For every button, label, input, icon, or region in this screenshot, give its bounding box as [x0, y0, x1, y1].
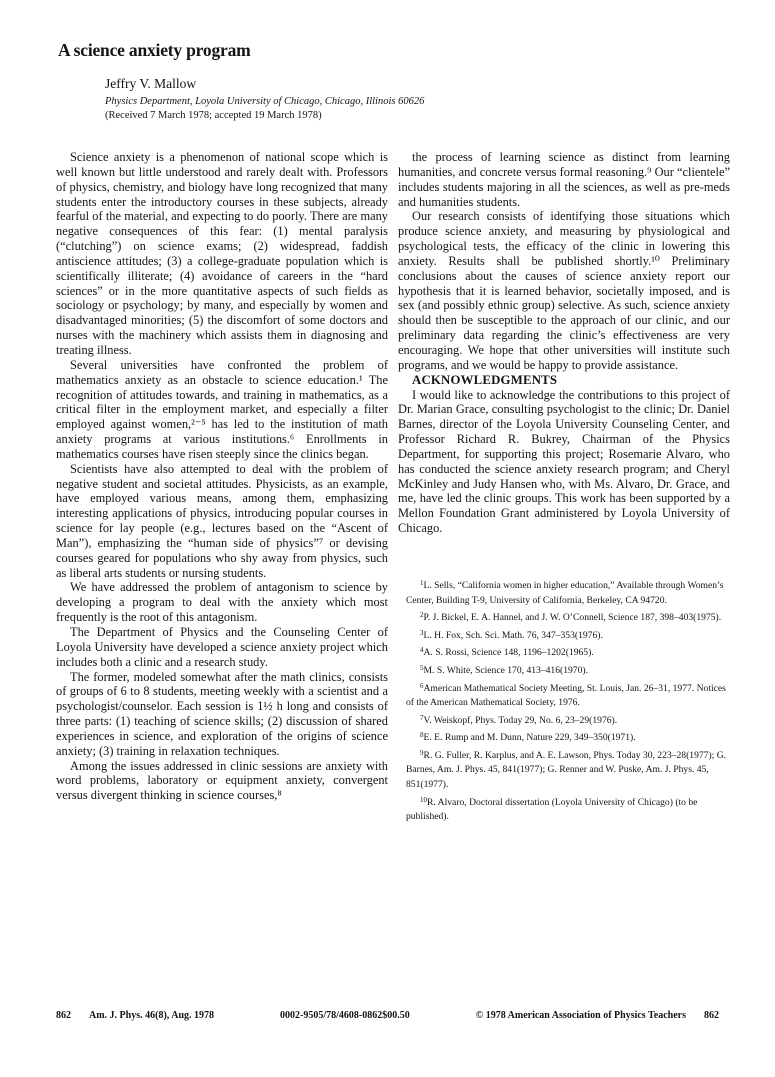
- footer-left-group: [56, 1010, 214, 1021]
- body-paragraph: Among the issues addressed in clinic sessions are anxiety with word problems, laboratory or equipment anxiety, convergent versus divergent thinking in science courses,⁸: [56, 758, 388, 803]
- reference-number: 1: [420, 578, 424, 587]
- reference-text: L. H. Fox, Sch. Sci. Math. 76, 347–353(1976).: [423, 629, 603, 641]
- reference-number: 5: [420, 663, 424, 672]
- body-paragraph: Science anxiety is a phenomenon of national scope which is well known but little understood and rarely dealt with. Professors of physics, chemistry, and biology have long recognized that many students enter the introductory courses in these subjects, already fearful of the material, and expecting to do poorly. There are many negative consequences of this fear: (1) mental paralysis (“clutching”) on science exams; (2) widespread, faddish antiscience attitudes; (3) a college-graduate population which is scientifically illiterate; (4) avoidance of careers in the “hard sciences” or in the more quantitative aspects of such fields as sociology or psychology; by many, and especially by women and disadvantaged minorities; (5) the discomfort of some doctors and nurses with the machinery which assists them in diagnosing and treating illness.: [56, 150, 388, 357]
- reference-number: 10: [420, 795, 427, 804]
- received-dates: (Received 7 March 1978; accepted 19 March 1978): [105, 110, 322, 121]
- left-column: [56, 150, 388, 803]
- reference-text: M. S. White, Science 170, 413–416(1970).: [423, 664, 588, 676]
- reference-text: E. E. Rump and M. Dunn, Nature 229, 349–350(1971).: [423, 732, 636, 744]
- reference-number: 7: [420, 713, 424, 722]
- reference-text: P. J. Bickel, E. A. Hannel, and J. W. O’Connell, Science 187, 398–403(1975).: [423, 612, 722, 624]
- acknowledgments-heading: ACKNOWLEDGMENTS: [412, 372, 558, 387]
- body-paragraph: the process of learning science as distinct from learning humanities, and concrete versus formal reasoning.⁹ Our “clientele” includes students majoring in all the sciences, as well as pre-meds and humanities students.: [398, 150, 730, 209]
- right-column: [398, 150, 730, 825]
- reference-item: [398, 793, 730, 825]
- references-list: [398, 576, 730, 825]
- body-paragraph: Scientists have also attempted to deal with the problem of negative student and societal attitudes. Physicists, as an example, have employed various means, among them, emphasizing interesting applications of physics, introducing popular courses in science for lay people (e.g., lectures based on the “Ascent of Man”), emphasizing the “human side of physics”⁷ or devising courses geared for populations who shy away from physics, such as liberal arts students or nursing students.: [56, 461, 388, 580]
- page-footer: [56, 1010, 719, 1021]
- copyright-notice: © 1978 American Association of Physics Teachers: [475, 1010, 686, 1021]
- reference-item: [398, 661, 730, 679]
- reference-text: R. Alvaro, Doctoral dissertation (Loyola University of Chicago) (to be published).: [406, 796, 698, 823]
- reference-number: 2: [420, 611, 424, 620]
- body-paragraph: Our research consists of identifying those situations which produce science anxiety, and measuring by physiological and psychological tests, the efficacy of the clinic in lowering this anxiety. Results shall be published shortly.¹⁰ Preliminary conclusions about the causes of science anxiety report our hypothesis that it is learned behavior, societally imposed, and is sex (and possibly ethnic group) selective. As such, science anxiety should then be susceptible to the approach of our clinic, and our preliminary data regarding the clinic’s effectiveness are very encouraging. We hope that other universities will institute such programs, and we would be happy to provide assistance.: [398, 209, 730, 372]
- reference-item: [398, 728, 730, 746]
- reference-number: 3: [420, 628, 424, 637]
- reference-item: [398, 626, 730, 644]
- reference-text: L. Sells, “California women in higher education,” Available through Women’s Center, Building T-9, University of California, Berkeley, CA 94720.: [406, 579, 724, 606]
- footer-right-group: [476, 1010, 719, 1021]
- reference-text: R. G. Fuller, R. Karplus, and A. E. Lawson, Phys. Today 30, 223–28(1977); G. Barnes, Am. J. Phys. 45, 841(1977); G. Renner and W. Puske, Am. J. Phys. 45, 851(1977).: [406, 749, 727, 791]
- reference-text: A. S. Rossi, Science 148, 1196–1202(1965).: [423, 647, 594, 659]
- reference-text: V. Weiskopf, Phys. Today 29, No. 6, 23–29(1976).: [423, 714, 618, 726]
- author-affiliation: Physics Department, Loyola University of Chicago, Chicago, Illinois 60626: [105, 96, 425, 107]
- body-paragraph: The Department of Physics and the Counseling Center of Loyola University have developed a science anxiety project which includes both a clinic and a research study.: [56, 625, 388, 669]
- body-paragraph: We have addressed the problem of antagonism to science by developing a program to deal with the anxiety which most frequently is the root of this antagonism.: [56, 580, 388, 625]
- article-code: 0002-9505/78/4608-0862$00.50: [280, 1010, 410, 1021]
- author-name: Jeffry V. Mallow: [105, 76, 197, 91]
- reference-number: 6: [420, 681, 424, 690]
- page-number-right: 862: [703, 1010, 719, 1021]
- reference-number: 8: [420, 731, 424, 740]
- reference-item: [398, 608, 730, 626]
- reference-number: 4: [420, 646, 424, 655]
- reference-item: [398, 711, 730, 729]
- reference-item: [398, 643, 730, 661]
- page-number-left: 862: [56, 1010, 71, 1021]
- reference-item: [398, 576, 730, 608]
- journal-citation: Am. J. Phys. 46(8), Aug. 1978: [89, 1010, 215, 1021]
- acknowledgments-paragraph: I would like to acknowledge the contributions to this project of Dr. Marian Grace, consulting psychologist to the clinic; Dr. Daniel Barnes, director of the Loyola University Counseling Center, and Professor Richard R. Bukrey, Chairman of the Physics Department, for supporting this project; Rosemarie Alvaro, who has conducted the science anxiety research program; and Cheryl McKinley and Judy Hansen who, with Ms. Alvaro, Dr. Grace, and me, have led the clinic groups. This work has been supported by a Mellon Foundation Grant administered by Loyola University of Chicago.: [398, 387, 730, 536]
- article-title: A science anxiety program: [58, 40, 251, 60]
- reference-text: American Mathematical Society Meeting, St. Louis, Jan. 26–31, 1977. Notices of the American Mathematical Society, 1976.: [406, 682, 726, 709]
- reference-item: [398, 746, 730, 793]
- body-paragraph: The former, modeled somewhat after the math clinics, consists of groups of 6 to 8 students, meeting weekly with a scientist and a psychologist/counselor. Each session is 1½ h long and consists of three parts: (1) teaching of science skills; (2) discussion of shared experiences in science, and exploration of the origins of science anxiety; (3) training in relaxation techniques.: [56, 669, 388, 758]
- reference-number: 9: [420, 748, 424, 757]
- reference-item: [398, 679, 730, 711]
- body-paragraph: Several universities have confronted the problem of mathematics anxiety as an obstacle to science education.¹ The recognition of attitudes towards, and training in mathematics, as a critical filter in the employment market, and especially a filter employed against women,²⁻⁵ has led to the institution of math anxiety programs at various institutions.⁶ Enrollments in mathematics courses have risen steeply since the clinics began.: [56, 357, 388, 461]
